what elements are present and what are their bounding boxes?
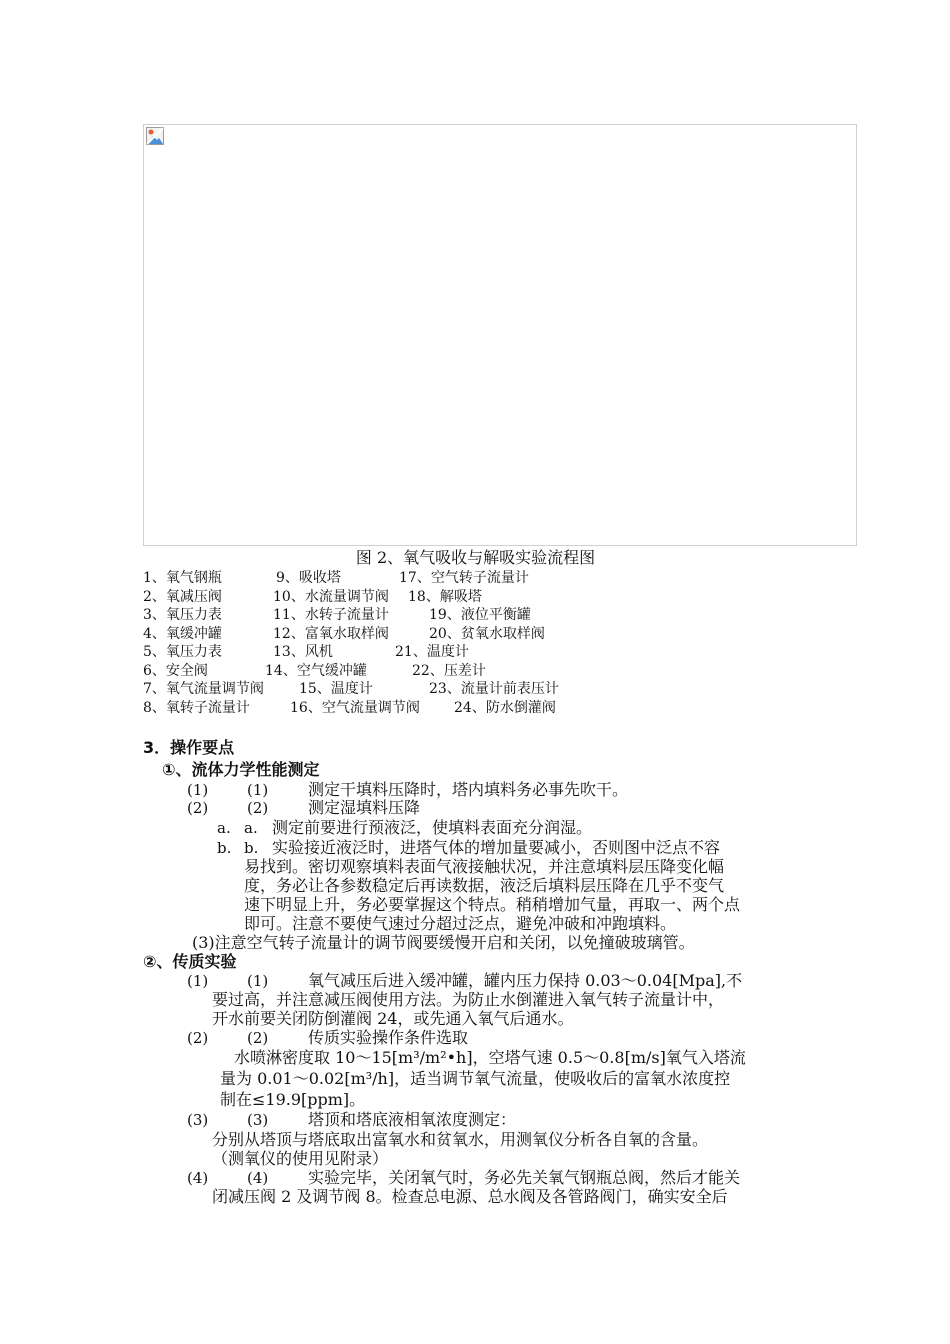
item-number: (2) <box>187 1029 209 1047</box>
item-number: (4) <box>247 1169 269 1187</box>
item-text: 测定湿填料压降 <box>308 798 421 817</box>
legend-item: 6、安全阀 <box>143 662 208 679</box>
item-number: (3) <box>247 1111 269 1129</box>
paragraph-line: 分别从塔顶与塔底取出富氧水和贫氧水，用测氧仪分析各自氧的含量。 <box>212 1130 709 1149</box>
item-text: 测定前要进行预液泛，使填料表面充分润湿。 <box>272 818 593 837</box>
paragraph-line: 氧气减压后进入缓冲罐，罐内压力保持 0.03～0.04[Mpa],不 <box>308 971 743 990</box>
legend-item: 21、温度计 <box>395 644 469 660</box>
paragraph-line: 即可。注意不要使气速过分超过泛点，避免冲破和冲跑填料。 <box>244 914 677 933</box>
broken-image-icon <box>146 127 164 145</box>
legend-item: 8、氧转子流量计 <box>143 699 250 716</box>
paragraph-line: 实验接近液泛时，进塔气体的增加量要减小，否则图中泛点不容 <box>272 838 721 857</box>
paragraph-line: 水喷淋密度取 10～15[m³/m²•h]，空塔气速 0.5～0.8[m/s]氧气入塔流 <box>234 1048 746 1067</box>
legend-item: 17、空气转子流量计 <box>399 570 529 586</box>
paragraph-line: 制在≤19.9[ppm]。 <box>220 1090 366 1109</box>
paragraph-line: 度，务必让各参数稳定后再读数据，液泛后填料层压降在几乎不变气 <box>244 876 725 895</box>
item-number: (3) <box>187 1111 209 1129</box>
item-text: (3)注意空气转子流量计的调节阀要缓慢开启和关闭，以免撞破玻璃管。 <box>192 933 695 952</box>
item-text: 测定干填料压降时，塔内填料务必事先吹干。 <box>308 780 629 799</box>
legend-item: 14、空气缓冲罐 <box>265 662 367 679</box>
legend-item: 3、氧压力表 <box>143 607 222 623</box>
legend-item: 23、流量计前表压计 <box>429 681 559 697</box>
paragraph-line: 实验完毕，关闭氧气时，务必先关氧气钢瓶总阀，然后才能关 <box>308 1168 741 1187</box>
item-number: (2) <box>187 799 209 817</box>
section-heading: 3．操作要点 <box>143 738 235 757</box>
legend-item: 22、压差计 <box>412 662 486 679</box>
flow-diagram-image <box>143 124 857 546</box>
item-number: (2) <box>247 799 269 817</box>
legend-item: 5、氧压力表 <box>143 644 222 660</box>
item-letter: a. <box>244 819 258 837</box>
item-number: (4) <box>187 1169 209 1187</box>
legend-item: 11、水转子流量计 <box>273 607 389 623</box>
paragraph-line: 闭减压阀 2 及调节阀 8。检查总电源、总水阀及各管路阀门，确实安全后 <box>212 1187 728 1206</box>
legend-item: 24、防水倒灌阀 <box>454 699 556 716</box>
legend-item: 10、水流量调节阀 <box>273 588 389 605</box>
legend-item: 12、富氧水取样阀 <box>273 625 389 642</box>
item-letter: b. <box>244 839 259 857</box>
legend-item: 2、氧减压阀 <box>143 588 222 605</box>
legend-item: 7、氧气流量调节阀 <box>143 681 264 697</box>
paragraph-line: 开水前要关闭防倒灌阀 24，或先通入氧气后通水。 <box>212 1009 574 1028</box>
item-letter: b. <box>217 839 232 857</box>
paragraph-line: 速下明显上升，务必要掌握这个特点。稍稍增加气量，再取一、两个点 <box>244 895 741 914</box>
paragraph-line: 量为 0.01～0.02[m³/h]，适当调节氧气流量，使吸收后的富氧水浓度控 <box>220 1069 731 1088</box>
legend-item: 13、风机 <box>273 644 333 660</box>
item-number: (2) <box>247 1029 269 1047</box>
item-number: (1) <box>247 781 269 799</box>
legend-item: 19、液位平衡罐 <box>429 607 531 623</box>
legend-item: 15、温度计 <box>299 681 373 697</box>
paragraph-line: 易找到。密切观察填料表面气液接触状况，并注意填料层压降变化幅 <box>244 857 725 876</box>
item-number: (1) <box>247 972 269 990</box>
item-text: 传质实验操作条件选取 <box>308 1028 469 1047</box>
subsection-heading: ①、流体力学性能测定 <box>162 760 320 779</box>
legend-item: 20、贫氧水取样阀 <box>429 625 545 642</box>
item-letter: a. <box>217 819 231 837</box>
subsection-heading: ②、传质实验 <box>143 952 237 971</box>
figure-caption: 图 2、氧气吸收与解吸实验流程图 <box>355 548 596 567</box>
legend-item: 16、空气流量调节阀 <box>290 699 420 716</box>
legend-item: 9、吸收塔 <box>276 570 341 586</box>
item-text: 塔顶和塔底液相氧浓度测定： <box>308 1110 517 1129</box>
paragraph-line: （测氧仪的使用见附录） <box>212 1149 389 1168</box>
item-number: (1) <box>187 972 209 990</box>
item-number: (1) <box>187 781 209 799</box>
legend-item: 4、氧缓冲罐 <box>143 625 222 642</box>
legend-item: 1、氧气钢瓶 <box>143 570 222 586</box>
legend-item: 18、解吸塔 <box>408 588 482 605</box>
paragraph-line: 要过高，并注意减压阀使用方法。为防止水倒灌进入氧气转子流量计中， <box>212 990 725 1009</box>
